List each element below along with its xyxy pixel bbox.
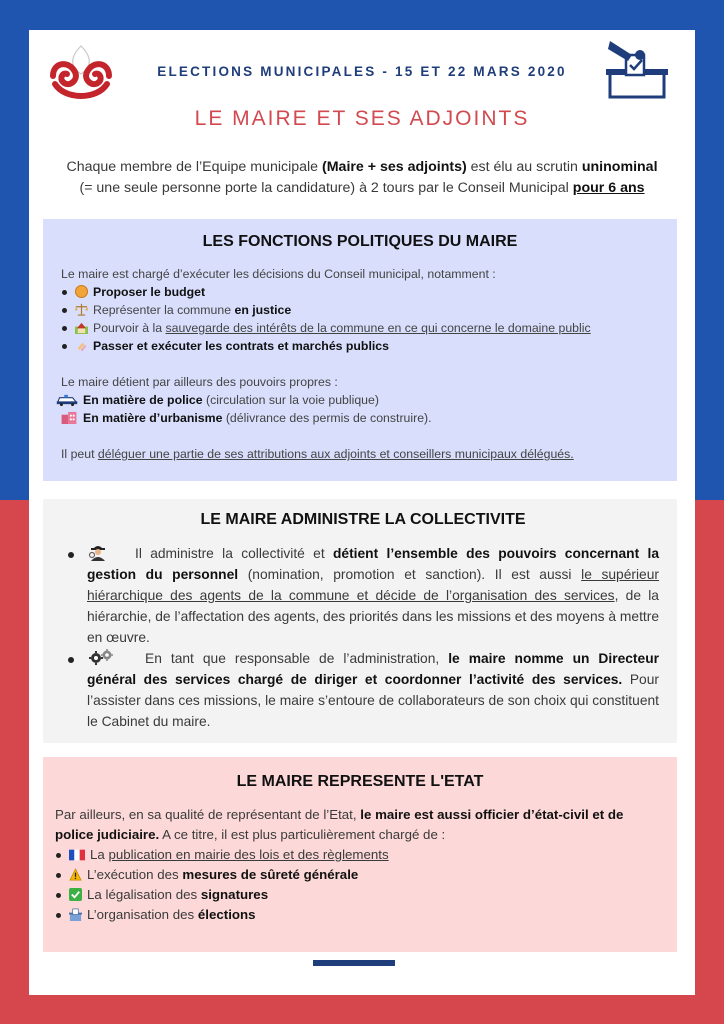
intro-bold: uninominal (581, 159, 658, 175)
lead-text: Par ailleurs, en sa qualité de représentant de l’Etat, (55, 807, 361, 822)
page-title: LE MAIRE ET SES ADJOINTS (194, 107, 530, 130)
section-state-representation (43, 757, 677, 952)
list-item-text: Pour l’assister dans ces missions, le maire s’entoure de collaborateurs de son choix qui constituent le Cabinet du maire. (87, 672, 659, 729)
list-item-bold: mesures de sûreté générale (182, 867, 359, 882)
list-item-text: La (90, 847, 109, 862)
state-duties-list (55, 845, 665, 925)
check-mark-icon (69, 888, 82, 901)
list-item-text: L’exécution des (87, 867, 183, 882)
section-lead: Le maire est chargé d’exécuter les décisions du Conseil municipal, notamment : (61, 267, 496, 281)
list-item (61, 337, 659, 355)
list-item-text: L’organisation des (87, 907, 198, 922)
power-urbanism (61, 409, 659, 427)
power-text: (délivrance des permis de construire). (222, 411, 432, 425)
house-icon (75, 321, 88, 334)
section-title: LE MAIRE REPRESENTE L'ETAT (236, 773, 484, 790)
list-item (67, 648, 659, 732)
list-item-text: (nomination, promotion et sanction). Il est aussi (238, 567, 582, 582)
list-item-text: La légalisation des (87, 887, 201, 902)
section-lead: Le maire détient par ailleurs des pouvoirs propres : (61, 375, 338, 389)
footer-divider (313, 960, 395, 966)
section-administration (43, 499, 677, 743)
list-item-bold: en justice (234, 303, 292, 317)
header-title: ELECTIONS MUNICIPALES - 15 ET 22 MARS 2020 (157, 64, 567, 79)
power-label: En matière de police (83, 393, 203, 407)
detective-icon (87, 543, 109, 561)
list-item-bold: signatures (200, 887, 269, 902)
city-building-icon (61, 411, 77, 424)
ballot-icon (69, 908, 82, 921)
functions-list (61, 283, 659, 355)
list-item-text: Passer et exécuter les contrats et marchés publics (93, 339, 389, 353)
list-item-text: , de la hiérarchie, de l’affectation des agents, des priorités dans les missions et des moyens à mettre en œuvre. (87, 588, 659, 645)
intro-text: (= une seule personne porte la candidature) à 2 tours par le Conseil Municipal (79, 180, 573, 196)
intro-bold: (Maire + ses adjoints) (322, 159, 467, 175)
section-political-functions (43, 219, 677, 481)
list-item (67, 543, 659, 648)
scales-icon (75, 303, 88, 316)
lead-text: A ce titre, il est plus particulièrement chargé de : (159, 827, 446, 842)
lead-bold: le maire est aussi officier d’état-civil et de police judiciaire. (55, 807, 624, 842)
list-item-underline: sauvegarde des intérêts de la commune en ce qui concerne le domaine public (165, 321, 591, 335)
list-item-text: Il administre la collectivité et (135, 546, 333, 561)
list-item (55, 905, 665, 925)
intro-paragraph (45, 157, 679, 199)
delegation-text: Il peut (61, 447, 98, 461)
list-item-text: En tant que responsable de l’administration, (145, 651, 449, 666)
intro-text: Chaque membre de l’Equipe municipale (66, 159, 323, 175)
list-item-bold: élections (197, 907, 256, 922)
administration-list (67, 543, 659, 732)
section-title: LE MAIRE ADMINISTRE LA COLLECTIVITE (200, 511, 526, 528)
handshake-icon (75, 339, 88, 352)
power-text: (circulation sur la voie publique) (202, 393, 379, 407)
list-item (55, 865, 665, 885)
list-item (55, 845, 665, 865)
gears-icon (87, 649, 115, 665)
france-flag-icon (69, 849, 85, 861)
delegation-underline: déléguer une partie de ses attributions aux adjoints et conseillers municipaux délégués. (97, 447, 574, 461)
list-item-bold: le maire nomme un Directeur général des services chargé de diriger et coordonner l’activité des services. (87, 651, 659, 687)
list-item-underline: publication en mairie des lois et des règlements (108, 847, 389, 862)
list-item-text: Représenter la commune (93, 303, 235, 317)
list-item (61, 283, 659, 301)
list-item-text: Proposer le budget (93, 285, 206, 299)
document-sheet (29, 30, 695, 995)
police-car-icon (55, 393, 79, 406)
list-item-underline: le supérieur hiérarchique des agents de la commune et décide de l’organisation des services (87, 567, 659, 603)
intro-text: est élu au scrutin (466, 159, 582, 175)
section-lead (55, 805, 665, 845)
list-item-text: Pourvoir à la (93, 321, 166, 335)
list-item (61, 319, 659, 337)
power-label: En matière d’urbanisme (83, 411, 223, 425)
list-item (61, 301, 659, 319)
power-police (55, 391, 659, 409)
list-item (55, 885, 665, 905)
delegation-note (61, 445, 659, 463)
coin-icon (75, 285, 88, 298)
intro-term-length: pour 6 ans (572, 180, 645, 196)
list-item-bold: détient l’ensemble des pouvoirs concernant la gestion du personnel (87, 546, 659, 582)
warning-icon (69, 868, 82, 881)
section-title: LES FONCTIONS POLITIQUES DU MAIRE (202, 233, 518, 250)
